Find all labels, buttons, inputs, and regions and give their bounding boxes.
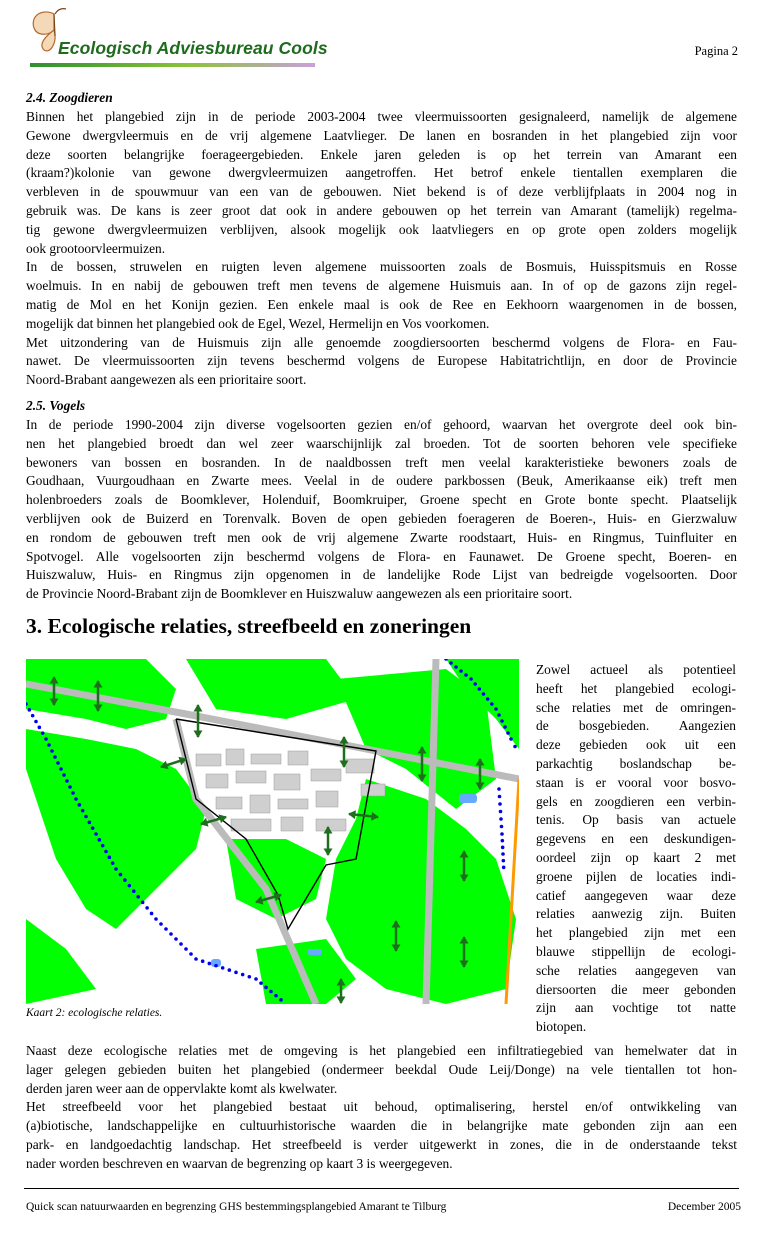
blue-dot bbox=[464, 673, 468, 677]
blue-dot bbox=[501, 846, 505, 850]
blue-dot bbox=[500, 825, 504, 829]
blue-dot bbox=[228, 968, 232, 972]
blue-dot bbox=[469, 677, 473, 681]
section-heading-vogels: 2.5. Vogels bbox=[26, 398, 86, 413]
blue-dot bbox=[497, 787, 501, 791]
text-line: holenbroeders zoals de Boomklever, Holenduif, Boomkruiper, Groene specht en Grote bonte specht. Plaatselijk bbox=[26, 492, 737, 508]
ecological-relations-map bbox=[26, 659, 519, 1004]
blue-dot bbox=[65, 779, 69, 783]
blue-dot bbox=[241, 973, 245, 977]
text-line: heeft het plangebied ecologi- bbox=[536, 680, 736, 696]
blue-dot bbox=[503, 725, 507, 729]
blue-dot bbox=[128, 884, 132, 888]
text-line: mogelijk dat binnen het plangebied ook de Egel, Wezel, Hermelijn en Vos voorkomen. bbox=[26, 315, 490, 331]
blue-dot bbox=[88, 821, 92, 825]
text-line: gels en zoogdieren een verbin- bbox=[536, 793, 736, 809]
blue-dot bbox=[248, 975, 252, 979]
blue-dot bbox=[141, 901, 145, 905]
logo-text: Ecologisch Adviesbureau Cools bbox=[58, 38, 328, 58]
blue-dot bbox=[502, 859, 506, 863]
text-line: catief aangegeven waar deze bbox=[536, 887, 736, 903]
blue-dot bbox=[201, 959, 205, 963]
blue-dot bbox=[101, 844, 105, 848]
text-line: nawet. De vleermuissoorten zijn tevens beschermd volgens de Europese Habitatrichtlijn, en door de Provincie bbox=[26, 353, 737, 369]
text-line: tig gewone dwergvleermuizen verblijven, alsook mogelijk ook laatvliegers en op grote open zolders mogelijk bbox=[26, 221, 737, 237]
blue-dot bbox=[31, 714, 35, 718]
blue-dot bbox=[38, 726, 42, 730]
blue-dot bbox=[98, 838, 102, 842]
blue-dot bbox=[91, 826, 95, 830]
text-line: verblijven ook de Buizerd en Torenvalk. Boven de open gebieden foerageren de Boeren-, Huis- en Gierzwaluw bbox=[26, 510, 737, 526]
blue-dot bbox=[513, 745, 517, 749]
blue-dot bbox=[123, 878, 127, 882]
blue-dot bbox=[499, 810, 503, 814]
text-line: nader worden beschreven en waarvan de begrenzing op kaart 3 is weergegeven. bbox=[26, 1155, 453, 1171]
section-body-streefbeeld bbox=[26, 1042, 737, 1174]
blue-dot bbox=[47, 743, 51, 747]
blue-dot bbox=[506, 731, 510, 735]
blue-dot bbox=[501, 852, 505, 856]
blue-dot bbox=[259, 981, 263, 985]
blue-dot bbox=[159, 922, 163, 926]
blue-dot bbox=[174, 937, 178, 941]
text-line: bewoners van bossen en bosranden. In de naaldbossen treft men veelal karakteristieke bewoners zoals de bbox=[26, 454, 737, 470]
text-line: Spotvogel. Alle vogelsoorten zijn beschermd volgens de Flora- en Faunawet. De Groene specht, Boeren- en bbox=[26, 548, 737, 564]
text-line: Goudhaan, Vuurgoudhaan en Zwarte mees. Veelal in de oudere parkbossen (Beuk, Amerikaanse eik) treft men bbox=[26, 473, 737, 489]
blue-dot bbox=[145, 906, 149, 910]
text-line: sche relaties aangegeven van bbox=[536, 962, 736, 978]
text-line: Naast deze ecologische relaties met de omgeving is het plangebied een infiltratiegebied van hemelwater dat in bbox=[26, 1043, 737, 1058]
text-line: de bosgebieden. Aangezien bbox=[536, 718, 736, 734]
blue-dot bbox=[264, 986, 268, 990]
blue-dot bbox=[254, 977, 258, 981]
text-line: park- en landgoedachtig landschap. Het streefbeeld is verder uitgewerkt in zones, die in de onderstaande tekst bbox=[26, 1136, 737, 1152]
blue-dot bbox=[164, 927, 168, 931]
blue-dot bbox=[111, 861, 115, 865]
blue-dot bbox=[490, 702, 494, 706]
blue-dot bbox=[114, 867, 118, 871]
text-line: (kraam?)kolonie van gewone dwergvleermuizen aangetroffen. Het betrof enkele tientallen exemplaren die bbox=[26, 165, 737, 181]
blue-dot bbox=[214, 964, 218, 968]
text-line: deze soorten belangrijke foerageergebieden. Enkele jaren geleden is op het terrein van Amarant een bbox=[26, 146, 737, 162]
blue-dot bbox=[473, 682, 477, 686]
text-line: In de bossen, struwelen en ruigten leven algemene muissoorten zoals de Bosmuis, Huisspitsmuis en Rosse bbox=[26, 259, 737, 275]
text-line: deze gebieden ook uit een bbox=[536, 737, 736, 753]
text-line: blauwe stippellijn de ecologi- bbox=[536, 943, 736, 959]
logo-underline bbox=[30, 63, 315, 67]
blue-dot bbox=[34, 720, 38, 724]
blue-dot bbox=[486, 697, 490, 701]
blue-dot bbox=[478, 687, 482, 691]
text-line: sche relaties met de omringen- bbox=[536, 699, 736, 715]
blue-dot bbox=[84, 815, 88, 819]
blue-dot bbox=[81, 809, 85, 813]
blue-dot bbox=[269, 990, 273, 994]
blue-dot bbox=[482, 692, 486, 696]
blue-dot bbox=[41, 731, 45, 735]
blue-dot bbox=[169, 932, 173, 936]
blue-dot bbox=[28, 708, 32, 712]
blue-dot bbox=[194, 957, 198, 961]
text-line: diersoorten die meer gebonden bbox=[536, 981, 736, 997]
text-line: Zowel actueel als potentieel bbox=[536, 662, 736, 677]
blue-dot bbox=[494, 707, 498, 711]
footer-rule bbox=[24, 1188, 739, 1189]
blue-dot bbox=[221, 966, 225, 970]
blue-dot bbox=[208, 962, 212, 966]
map-side-text bbox=[536, 661, 736, 1037]
text-line: en rondom de gebouwen treft men ook de vrij algemene Zwarte roodstaart, Huis- en Ringmus, Tuinfluiter en bbox=[26, 529, 737, 545]
text-line: relaties aanwezig zijn. Buiten bbox=[536, 906, 736, 922]
text-line: parkachtig boslandschap be- bbox=[536, 755, 736, 771]
blue-dot bbox=[454, 665, 458, 669]
chapter-heading: 3. Ecologische relaties, streefbeeld en zoneringen bbox=[26, 614, 472, 638]
blue-dot bbox=[500, 832, 504, 836]
blue-dot bbox=[509, 737, 513, 741]
blue-dot bbox=[501, 839, 505, 843]
map-caption: Kaart 2: ecologische relaties. bbox=[26, 1007, 163, 1019]
blue-dot bbox=[498, 795, 502, 799]
blue-dot bbox=[498, 802, 502, 806]
blue-dot bbox=[71, 791, 75, 795]
footer-document-title: Quick scan natuurwaarden en begrenzing GHS bestemmingsplangebied Amarant te Tilburg bbox=[26, 1201, 447, 1213]
text-line: oordeel zijn op kaart 2 met bbox=[536, 849, 736, 865]
text-line: woelmuis. In en nabij de gebouwen treft men tevens de algemene Huismuis aan. In of op de gazons zijn regel- bbox=[26, 278, 737, 294]
blue-dot bbox=[499, 817, 503, 821]
footer-date: December 2005 bbox=[667, 1201, 741, 1213]
text-line: (a)biotische, landschappelijke en cultuurhistorische waarden die in belangrijke mate gebonden zijn aan een bbox=[26, 1118, 737, 1134]
blue-dot bbox=[150, 912, 154, 916]
blue-dot bbox=[274, 994, 278, 998]
text-line: Huiszwaluw, Huis- en Ringmus zijn opgenomen in de landelijke Rode Lijst van bedreigde vogelsoorten. Door bbox=[26, 567, 737, 583]
blue-dot bbox=[44, 737, 48, 741]
blue-dot bbox=[59, 767, 63, 771]
blue-dot bbox=[234, 971, 238, 975]
text-line: de Provincie Noord-Brabant zijn de Boomklever en Huiszwaluw aangewezen als een prioritaire soort. bbox=[26, 586, 573, 602]
blue-dot bbox=[449, 661, 453, 665]
blue-dot bbox=[179, 942, 183, 946]
blue-dot bbox=[459, 669, 463, 673]
text-line: zijn aan vochtige tot natte bbox=[536, 1000, 736, 1016]
blue-dot bbox=[502, 866, 506, 870]
text-line: Het streefbeeld voor het plangebied bestaat uit behoud, optimalisering, herstel en/of ontwikkeling van bbox=[26, 1099, 737, 1115]
blue-dot bbox=[94, 832, 98, 836]
blue-dot bbox=[119, 873, 123, 877]
blue-dot bbox=[136, 895, 140, 899]
text-line: staan is er vooral voor bosvo- bbox=[536, 774, 736, 790]
text-line: ook grootoorvleermuizen. bbox=[26, 240, 166, 256]
blue-dot bbox=[184, 947, 188, 951]
blue-dot bbox=[68, 785, 72, 789]
text-line: tenis. Op basis van actuele bbox=[536, 812, 736, 828]
text-line: het plangebied zijn met een bbox=[536, 925, 736, 941]
blue-dot bbox=[50, 749, 54, 753]
section-body-vogels bbox=[26, 416, 737, 604]
text-line: nen het plangebied broedt dan wel zeer waarschijnlijk zal broeden. Tot de soorten behoren vele specifieke bbox=[26, 435, 737, 451]
text-line: derden jaren weer aan de oppervlakte komt als kwelwater. bbox=[26, 1080, 338, 1096]
text-line: biotopen. bbox=[536, 1019, 587, 1035]
section-heading-zoogdieren: 2.4. Zoogdieren bbox=[26, 90, 113, 105]
blue-dot bbox=[56, 761, 60, 765]
blue-dot bbox=[62, 773, 66, 777]
text-line: Gewone dwergvleermuis en de vrij algemene Laatvlieger. De lanen en bosranden in het plangebied zijn voor bbox=[26, 127, 737, 143]
blue-dot bbox=[189, 952, 193, 956]
blue-dot bbox=[154, 917, 158, 921]
blue-dot bbox=[132, 889, 136, 893]
text-line: Binnen het plangebied zijn in de periode 2003-2004 twee vleermuissoorten gesignaleerd, namelijk de algemene bbox=[26, 109, 737, 124]
text-line: In de periode 1990-2004 zijn diverse vogelsoorten gezien en/of gehoord, waarvan het overgrote deel ook bin- bbox=[26, 417, 737, 432]
text-line: gegevens en een deskundigen- bbox=[536, 831, 736, 847]
blue-dot bbox=[74, 797, 78, 801]
blue-dot bbox=[497, 713, 501, 717]
text-line: groene pijlen de locaties indi- bbox=[536, 868, 736, 884]
section-body-zoogdieren bbox=[26, 108, 737, 390]
blue-dot bbox=[108, 856, 112, 860]
blue-dot bbox=[53, 755, 57, 759]
blue-dot bbox=[500, 719, 504, 723]
blue-dot bbox=[279, 998, 283, 1002]
text-line: matig de Mol en het Konijn gezien. Een enkele maal is ook de Ree en Eekhoorn waargenomen in de bossen, bbox=[26, 296, 737, 312]
text-line: verbleven in de spouwmuur van een van de gebouwen. Niet bekend is of deze verblijfplaats in 2004 nog in bbox=[26, 184, 737, 200]
text-line: lager gelegen gebieden buiten het plangebied (ondermeer beekdal Oude Leij/Donge) na vele tientallen tot hon- bbox=[26, 1061, 737, 1077]
text-line: Met uitzondering van de Huismuis zijn alle genoemde zoogdiersoorten beschermd volgens de Flora- en Fau- bbox=[26, 334, 737, 350]
text-line: Noord-Brabant aangewezen als een prioritaire soort. bbox=[26, 372, 307, 388]
page-number: Pagina 2 bbox=[694, 44, 738, 58]
blue-dot bbox=[78, 803, 82, 807]
text-line: gebruik was. De kans is zeer groot dat ook in andere gebouwen op het terrein van Amarant (tamelijk) regelma- bbox=[26, 202, 737, 218]
blue-dot bbox=[104, 850, 108, 854]
